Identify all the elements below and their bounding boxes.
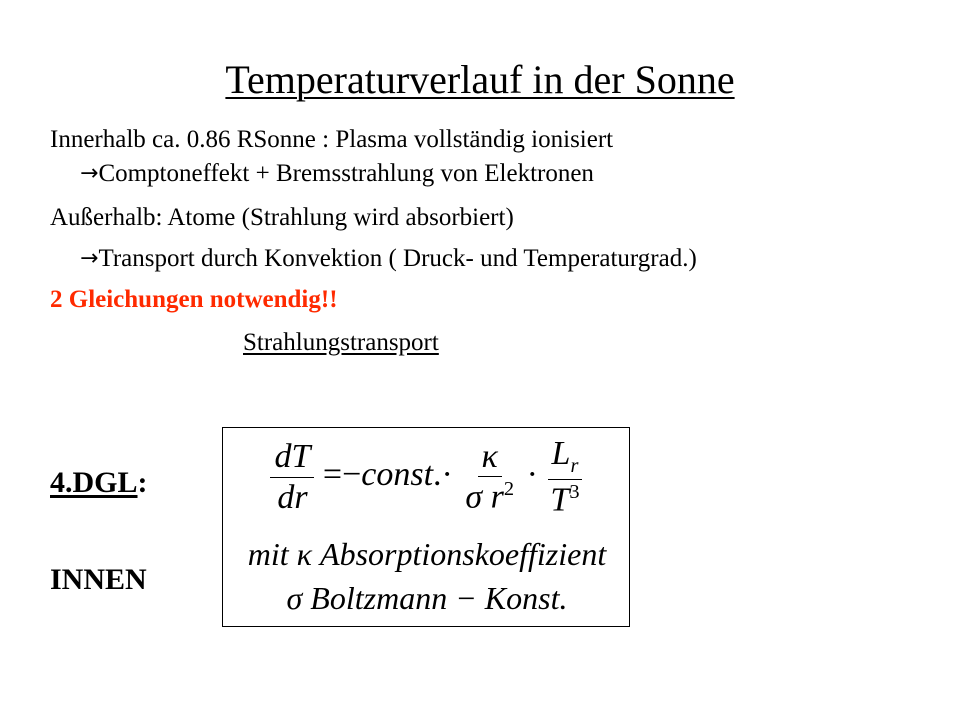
page-title: Temperaturverlauf in der Sonne (225, 57, 735, 102)
text-line-3: Außerhalb: Atome (Strahlung wird absorbiert) (50, 204, 514, 231)
const-term: const (361, 455, 434, 493)
dot-operator-2: · (526, 455, 538, 493)
exponent-2: 2 (503, 478, 515, 501)
fraction-dT-dr (270, 439, 314, 515)
frac-den-sigma-r2 (461, 477, 518, 515)
text-line-5-highlight: 2 Gleichungen notwendig!! (50, 286, 338, 313)
r-symbol: r (490, 478, 504, 516)
text-line-4 (80, 245, 697, 273)
frac-den-T3 (546, 480, 583, 518)
label-dgl (50, 466, 148, 500)
exponent-3: 3 (569, 481, 580, 504)
text-line-4-content: Transport durch Konvektion ( Druck- und Temperaturgrad.) (98, 245, 697, 272)
text-line-2 (80, 160, 594, 188)
fraction-L-T3 (546, 436, 583, 518)
arrow-right-icon: → (80, 161, 99, 186)
label-dgl-colon: : (137, 466, 148, 499)
sigma-symbol: σ (465, 478, 483, 516)
T-symbol: T (550, 481, 570, 519)
frac-num-L (548, 436, 583, 480)
formula-line-kappa: mit κ Absorptionskoeffizient (247, 536, 607, 572)
equals-minus: =− (322, 455, 362, 493)
frac-num-kappa: κ (478, 439, 502, 478)
frac-num-dT: dT (270, 439, 314, 478)
label-innen: INNEN (50, 563, 147, 596)
section-heading-strahlungstransport: Strahlungstransport (243, 329, 439, 356)
formula-equation (223, 436, 631, 518)
label-dgl-text: 4.DGL (50, 466, 138, 499)
formula-line-sigma: σ Boltzmann − Konst. (286, 580, 568, 616)
text-line-1: Innerhalb ca. 0.86 RSonne : Plasma vollständig ionisiert (50, 126, 614, 153)
arrow-right-icon: → (80, 246, 99, 271)
frac-den-dr: dr (277, 478, 308, 516)
L-symbol: L (551, 435, 571, 472)
L-subscript: r (570, 454, 579, 477)
dot-operator-1: .· (433, 455, 453, 493)
formula-box (222, 427, 630, 627)
text-line-2-content: Comptoneffekt + Bremsstrahlung von Elektronen (98, 160, 594, 187)
fraction-kappa (461, 439, 518, 516)
